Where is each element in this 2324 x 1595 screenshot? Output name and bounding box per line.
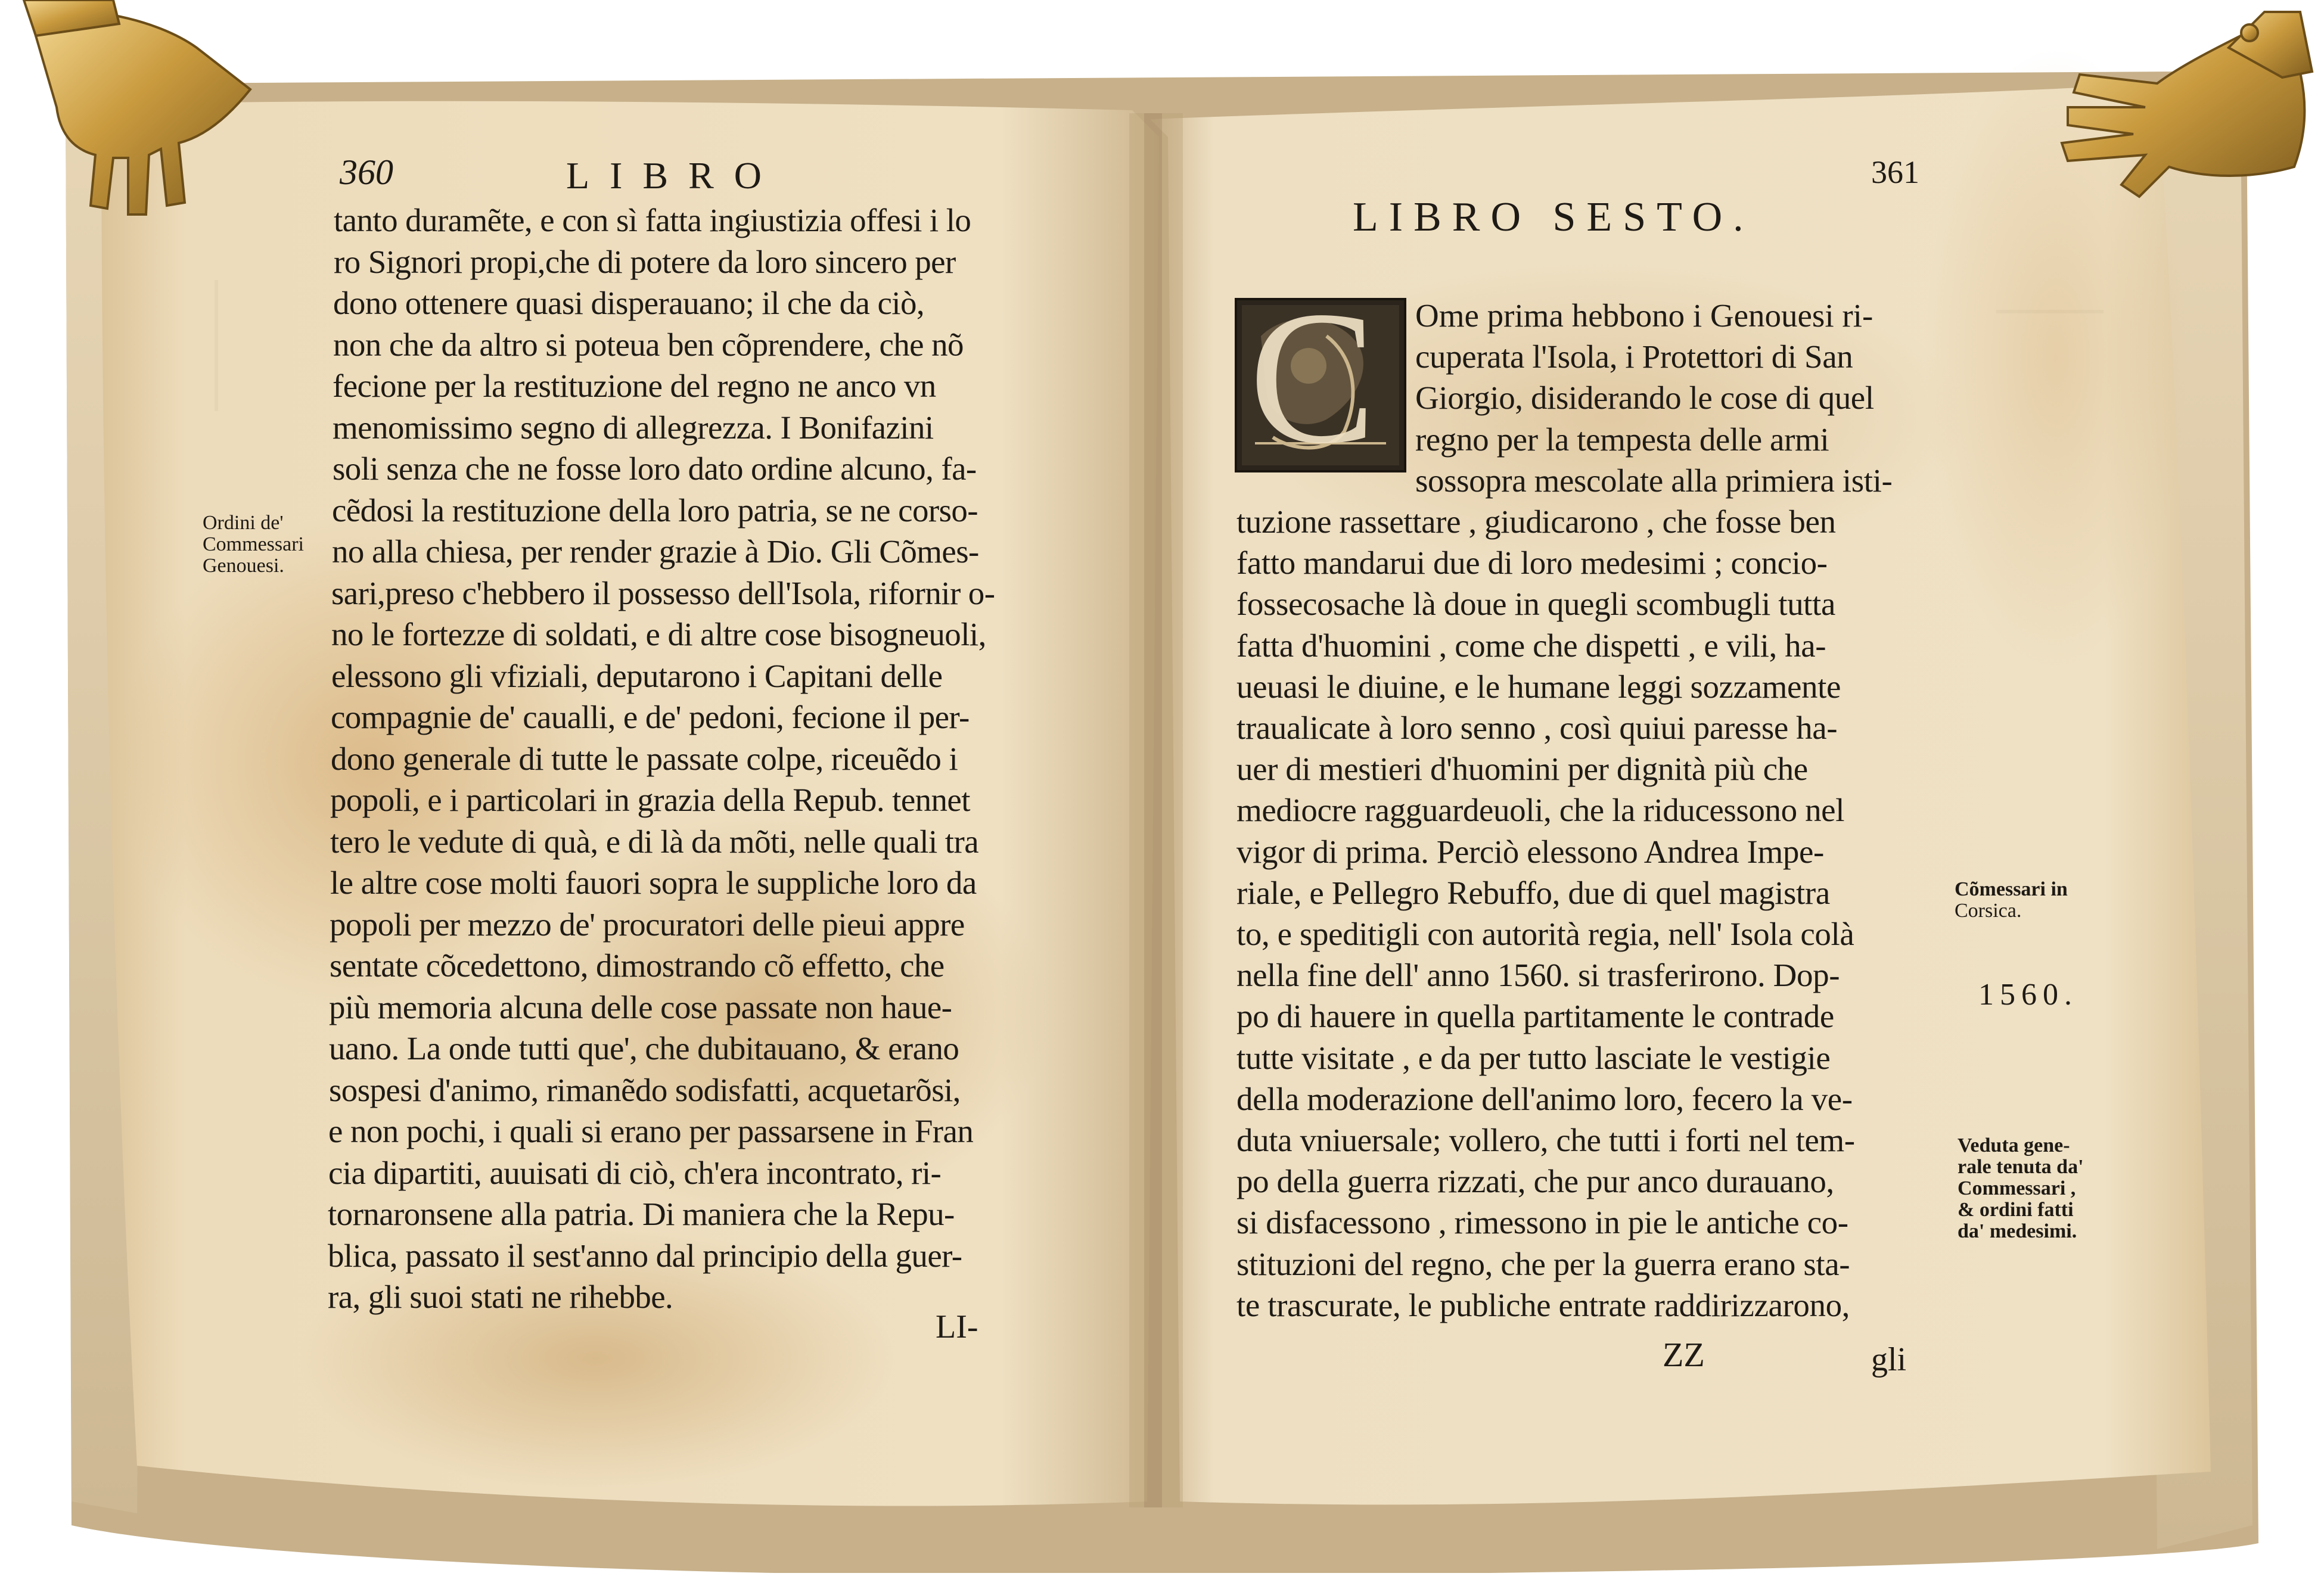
text-line: no alla chiesa, per render grazie à Dio. Gli Cõmes- [332, 533, 979, 570]
text-line: no le fortezze di soldati, e di altre cose bisogneuoli, [331, 616, 986, 652]
text-line: menomissimo segno di allegrezza. I Bonifazini [333, 409, 934, 446]
text-line: della moderazione dell'animo loro, fecero la ve- [1236, 1080, 1853, 1117]
right-margin-note-veduta [1958, 1135, 2084, 1242]
left-page-number: 360 [340, 153, 393, 192]
text-line: traualicate à loro senno , così quiui paresse ha- [1236, 710, 1838, 746]
show-through-text [215, 280, 278, 411]
text-line: cuperata l'Isola, i Protettori di San [1415, 338, 1853, 375]
text-line: to, e speditigli con autorità regia, nell' Isola colà [1236, 916, 1854, 952]
left-margin-note [203, 512, 304, 577]
text-line: blica, passato il sest'anno dal principio della guer- [328, 1237, 962, 1274]
margin-note-line: da' medesimi. [1958, 1220, 2077, 1242]
left-catchword: LI- [936, 1308, 978, 1345]
text-line: soli senza che ne fosse loro dato ordine alcuno, fa- [333, 450, 977, 487]
text-line: ro Signori propi,che di potere da loro sincero per [334, 243, 956, 280]
text-line: e non pochi, i quali si erano per passarsene in Fran [328, 1113, 974, 1149]
text-line: dono ottenere quasi disperauano; il che da ciò, [333, 285, 925, 321]
right-catchword: gli [1871, 1341, 1907, 1378]
show-through-text [1996, 310, 2104, 373]
text-line: più memoria alcuna delle cose passate non haue- [329, 988, 952, 1025]
text-line: tornaronsene alla patria. Di maniera che la Repu- [328, 1196, 955, 1232]
text-line: regno per la tempesta delle armi [1415, 421, 1829, 458]
decorated-initial [1235, 298, 1406, 472]
text-line: cẽdosi la restituzione della loro patria, se ne corso- [332, 492, 978, 528]
margin-note-line: Commessari , [1958, 1177, 2076, 1199]
right-page-number: 361 [1871, 154, 1919, 190]
margin-note-line: Genouesi. [203, 555, 284, 577]
text-line: tutte visitate , e da per tutto lasciate le vestigie [1236, 1039, 1831, 1076]
margin-note-line: Cõmessari in [1955, 878, 2068, 900]
margin-note-line: & ordini fatti [1958, 1199, 2074, 1221]
right-signature-mark: ZZ [1663, 1335, 1705, 1374]
text-line: po della guerra rizzati, che pur anco durauano, [1236, 1163, 1834, 1200]
text-line: mediocre ragguardeuoli, che la riducessono nel [1236, 792, 1845, 829]
initial-letter: C [1249, 298, 1377, 472]
text-line: tanto duramẽte, e con sì fatta ingiustizia offesi i lo [334, 202, 971, 238]
margin-note-line: Commessari [203, 533, 304, 555]
text-line: sari,preso c'hebbero il possesso dell'Isola, rifornir o- [331, 574, 995, 611]
text-line: te trascurate, le publiche entrate raddirizzarono, [1236, 1286, 1850, 1323]
text-line: fatto mandarui due di loro medesimi ; concio- [1236, 545, 1828, 582]
text-line: elessono gli vfiziali, deputarono i Capitani delle [331, 657, 943, 694]
text-line: ueuasi le diuine, e le humane leggi sozzamente [1236, 668, 1841, 705]
right-page-heading: LIBRO SESTO. [1353, 194, 1754, 240]
text-line: popoli, e i particolari in grazia della Repub. tennet [330, 782, 970, 818]
text-line: ra, gli suoi stati ne rihebbe. [328, 1279, 673, 1315]
margin-note-line: Veduta gene- [1958, 1134, 2070, 1156]
text-line: Giorgio, disiderando le cose di quel [1415, 380, 1874, 416]
text-line: fossecosache là doue in quegli scombugli tutta [1236, 586, 1835, 623]
text-line: cia dipartiti, auuisati di ciò, ch'era incontrato, ri- [328, 1154, 942, 1191]
text-line: vigor di prima. Perciò elessono Andrea Impe- [1236, 833, 1824, 870]
text-line: popoli per mezzo de' procuratori delle pieui appre [330, 906, 965, 943]
margin-note-line: rale tenuta da' [1958, 1156, 2084, 1178]
right-margin-year: 1560. [1978, 978, 2078, 1012]
text-line: sentate cõcedettono, dimostrando cõ effetto, che [330, 947, 944, 984]
text-line: dono generale di tutte le passate colpe, riceuẽdo i [331, 740, 958, 777]
margin-note-line: Corsica. [1955, 900, 2022, 922]
margin-note-line: Ordini de' [203, 512, 284, 534]
text-line: sossopra mescolate alla primiera isti- [1415, 462, 1893, 499]
left-running-head: LIBRO [566, 154, 782, 197]
text-line: nella fine dell' anno 1560. si trasferirono. Dop- [1236, 957, 1840, 994]
text-line: sospesi d'animo, rimanẽdo sodisfatti, acquetarõsi, [329, 1071, 961, 1108]
right-margin-note-commessari [1955, 879, 2068, 922]
text-line: duta vniuersale; vollero, che tutti i forti nel tem- [1236, 1122, 1855, 1158]
text-line: si disfacessono , rimessono in pie le antiche co- [1236, 1204, 1848, 1241]
text-line: Ome prima hebbono i Genouesi ri- [1415, 297, 1874, 334]
text-line: po di hauere in quella partitamente le contrade [1236, 998, 1834, 1035]
text-line: fatta d'huomini , come che dispetti , e vili, ha- [1236, 627, 1826, 664]
text-line: le altre cose molti fauori sopra le suppliche loro da [330, 865, 977, 901]
text-line: uer di mestieri d'huomini per dignità più che [1236, 751, 1808, 788]
text-line: riale, e Pellegro Rebuffo, due di quel magistra [1236, 874, 1830, 911]
text-line: tuzione rassettare , giudicarono , che fosse ben [1236, 503, 1836, 540]
text-line: stituzioni del regno, che per la guerra erano sta- [1236, 1245, 1850, 1282]
text-line: uano. La onde tutti que', che dubitauano, & erano [329, 1030, 959, 1067]
text-line: compagnie de' caualli, e de' pedoni, fecione il per- [331, 699, 970, 735]
text-line: fecione per la restituzione del regno ne anco vn [333, 368, 936, 404]
text-line: tero le vedute di quà, e di là da mõti, nelle quali tra [330, 823, 979, 860]
text-line: non che da altro si poteua ben cõprendere, che nõ [333, 326, 964, 363]
